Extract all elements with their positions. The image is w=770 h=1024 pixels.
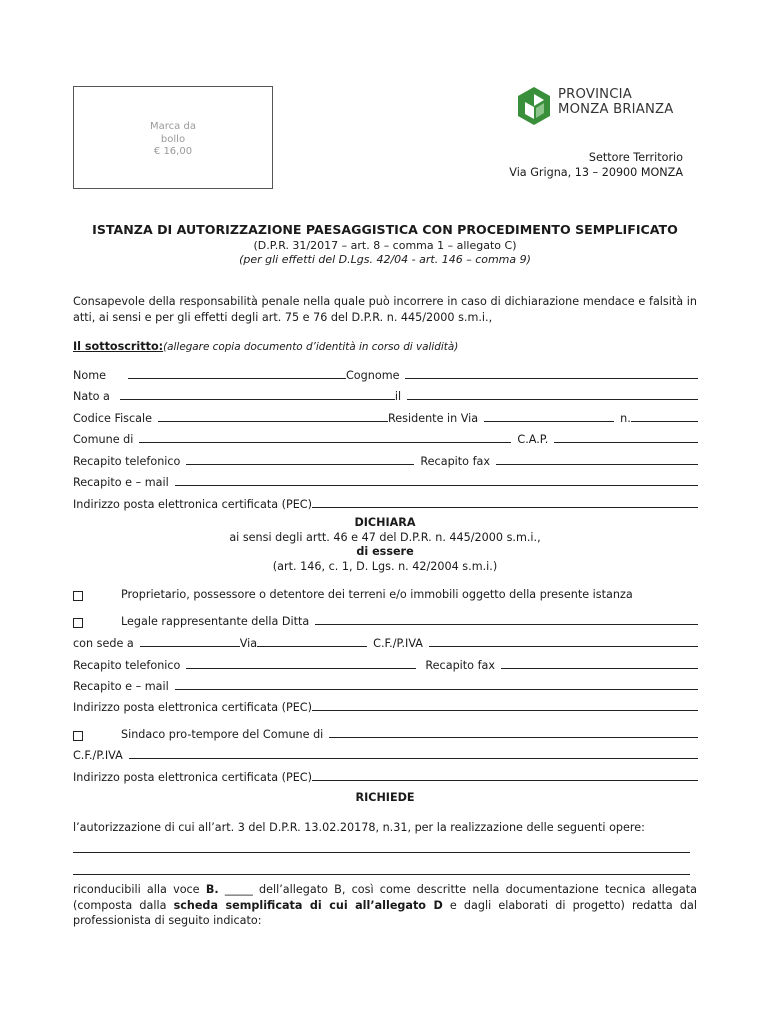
dichiara-title: DICHIARA [354,516,416,529]
stamp-text [74,121,272,159]
riconducibili-voce: B. [205,883,219,896]
opere-line-2[interactable] [73,874,690,875]
row-sindaco [73,725,698,741]
sindaco-cf-field[interactable] [129,757,698,759]
codice-fiscale-field[interactable] [158,420,388,422]
ditta-fax-label: Recapito fax [425,659,495,672]
ditta-mail-label: Recapito e – mail [73,680,169,693]
provincia-logo [516,86,686,128]
cap-field[interactable] [554,441,698,443]
sindaco-pec-label: Indirizzo posta elettronica certificata (PEC) [73,771,312,784]
row-nome-cognome [73,366,698,382]
sottoscritto-note: (allegare copia documento d’identità in corso di validità) [163,341,459,353]
riconducibili-part-2: _____ dell’allegato B, così come descritte nella documentazione tecnica allegata (composta dalla [73,883,697,912]
sindaco-pec-field[interactable] [312,779,698,781]
row-mail [73,473,698,489]
n-field[interactable] [631,420,698,422]
row-ditta-pec [73,698,698,714]
nome-label: Nome [73,369,106,382]
proprietario-label: Proprietario, possessore o detentore dei terreni e/o immobili oggetto della presente istanza [121,588,633,601]
recapito-tel-label: Recapito telefonico [73,455,181,468]
ditta-tel-label: Recapito telefonico [73,659,181,672]
provincia-logo-icon [516,86,552,126]
logo-text [558,88,674,117]
row-ditta-mail [73,677,698,693]
sottoscritto-line [73,339,697,356]
row-pec [73,495,698,511]
richiede-title: RICHIEDE [355,791,415,804]
recapito-mail-field[interactable] [175,484,698,486]
residente-label: Residente in Via [388,412,479,425]
consapevole-paragraph: Consapevole della responsabilità penale nella quale può incorrere in caso di dichiarazione mendace e falsità in atti, ai sensi e per gli effetti degli art. 75 e 76 del D.P.R. n. 445/2000 s.m.i., [73,295,697,324]
sindaco-field[interactable] [329,736,698,738]
row-sede [73,634,698,650]
riconducibili-scheda: scheda semplificata di cui all’allegato D [173,898,443,912]
con-sede-label: con sede a [73,637,134,650]
cap-label: C.A.P. [517,433,549,446]
stamp-line-2: bollo [160,133,186,145]
dichiara-line-1: ai sensi degli artt. 46 e 47 del D.P.R. n. 445/2000 s.m.i., [229,531,541,544]
riconducibili-part-3: e dagli elaborati di progetto) redatta dal professionista di seguito indicato: [73,898,697,927]
ditta-pec-field[interactable] [312,709,698,711]
legale-label: Legale rappresentante della Ditta [121,615,310,628]
ditta-fax-field[interactable] [501,667,698,669]
nato-a-label: Nato a [73,390,110,403]
pec-field[interactable] [312,506,698,508]
comune-label: Comune di [73,433,134,446]
stamp-line-3: € 16,00 [153,146,193,157]
dichiara-line-3: (art. 146, c. 1, D. Lgs. n. 42/2004 s.m.i.) [272,560,498,573]
ditta-pec-label: Indirizzo posta elettronica certificata (PEC) [73,701,312,714]
via-field[interactable] [257,645,367,647]
row-proprietario [73,585,698,601]
residente-field[interactable] [484,420,614,422]
recapito-fax-label: Recapito fax [420,455,490,468]
legale-checkbox[interactable] [73,618,83,628]
ditta-field[interactable] [315,623,698,625]
con-sede-field[interactable] [140,645,240,647]
row-sindaco-pec [73,768,698,784]
cf-piva-field[interactable] [429,645,698,647]
opere-line-1[interactable] [73,852,690,853]
richiede-text: l’autorizzazione di cui all’art. 3 del D.P.R. 13.02.20178, n.31, per la realizzazione delle seguenti opere: [73,821,645,834]
settore-name: Settore Territorio [588,151,683,164]
row-tel-fax [73,452,698,468]
recapito-tel-field[interactable] [186,463,414,465]
row-sindaco-cf [73,746,698,762]
riconducibili-part-1: riconducibili alla voce [73,883,206,896]
dichiara-line-2: di essere [356,545,414,558]
row-ditta-tel-fax [73,656,698,672]
document-subtitle-1: (D.P.R. 31/2017 – art. 8 – comma 1 – allegato C) [253,239,517,252]
proprietario-checkbox[interactable] [73,591,83,601]
codice-fiscale-label: Codice Fiscale [73,412,153,425]
document-subtitle-2: (per gli effetti del D.Lgs. 42/04 - art. 146 – comma 9) [239,253,531,266]
ditta-mail-field[interactable] [175,688,698,690]
sindaco-label: Sindaco pro-tempore del Comune di [121,728,324,741]
cf-piva-label: C.F./P.IVA [373,637,423,650]
comune-field[interactable] [139,441,511,443]
settore-via: Via Grigna, 13 – 20900 MONZA [509,166,683,179]
ditta-tel-field[interactable] [186,667,416,669]
recapito-mail-label: Recapito e – mail [73,476,169,489]
sindaco-checkbox[interactable] [73,731,83,741]
settore-address [509,150,683,180]
row-legale [73,612,698,628]
nato-a-field[interactable] [120,398,395,400]
row-nato-il [73,387,698,403]
il-field[interactable] [407,398,698,400]
cognome-label: Cognome [346,369,400,382]
via-label: Via [239,637,258,650]
row-comune-cap [73,430,698,446]
pec-label: Indirizzo posta elettronica certificata (PEC) [73,498,312,511]
logo-line-2: MONZA BRIANZA [558,101,674,117]
riconducibili-paragraph [73,882,697,929]
stamp-line-1: Marca da [150,121,196,132]
stamp-box [73,86,273,189]
sottoscritto-label: Il sottoscritto: [73,340,164,353]
sindaco-cf-label: C.F./P.IVA [73,749,123,762]
logo-line-1: PROVINCIA [558,87,632,102]
row-codice-residente [73,409,698,425]
cognome-field[interactable] [405,377,698,379]
il-label: il [394,390,402,403]
recapito-fax-field[interactable] [496,463,698,465]
n-label: n. [620,412,631,425]
document-title: ISTANZA DI AUTORIZZAZIONE PAESAGGISTICA CON PROCEDIMENTO SEMPLIFICATO [92,222,678,237]
nome-field[interactable] [128,377,346,379]
